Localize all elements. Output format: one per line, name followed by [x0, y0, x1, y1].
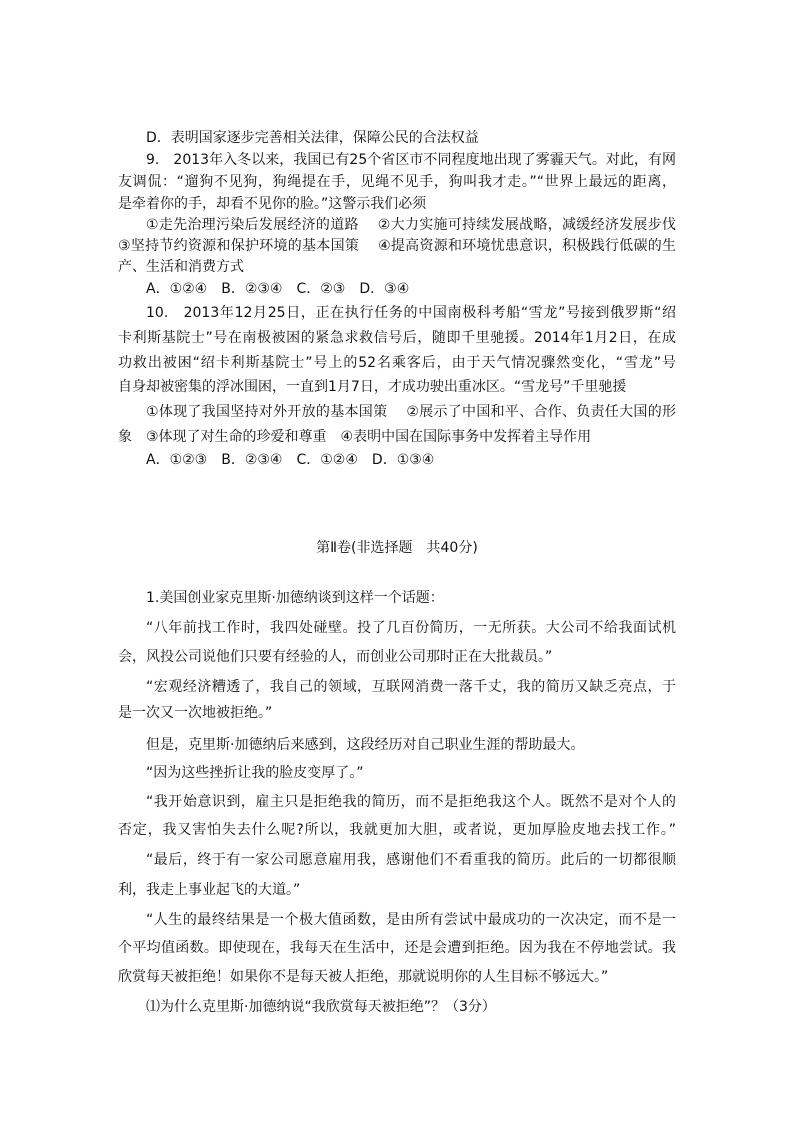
q9-stem-line: 是牵着你的手，却看不见你的脸。”这警示我们必须 — [118, 196, 427, 212]
q1-line: 欣赏每天被拒绝！如果你不是每天被人拒绝，那就说明你的人生目标不够远大。” — [118, 969, 609, 985]
section-title: 第Ⅱ卷(非选择题 共40分) — [316, 540, 478, 556]
q8-option-d: D．表明国家逐步完善相关法律，保障公民的合法权益 — [146, 130, 479, 146]
q10-stem-line: 功救出被困“绍卡利斯基院士”号上的52名乘客后，由于天气情况骤然变化，“雪龙”号 — [118, 355, 676, 371]
q9-statement: ①走先治理污染后发展经济的道路 ②大力实施可持续发展战略，减缓经济发展步伐 — [146, 217, 676, 233]
q1-line: 但是，克里斯·加德纳后来感到，这段经历对自己职业生涯的帮助最大。 — [146, 737, 585, 753]
q1-line: “因为这些挫折让我的脸皮变厚了。” — [146, 765, 364, 781]
q1-line: 会，风投公司说他们只要有经验的人，而创业公司那时正在大批裁员。” — [118, 649, 553, 665]
q9-stem-line: 友调侃：“遛狗不见狗，狗绳提在手，见绳不见手，狗叫我才走。”“世界上最远的距离， — [118, 174, 676, 190]
q1-line: 1.美国创业家克里斯·加德纳谈到这样一个话题： — [146, 590, 444, 606]
q10-statement: 象 ③体现了对生命的珍爱和尊重 ④表明中国在国际事务中发挥着主导作用 — [118, 429, 592, 445]
q9-stem-line: 9. 2013年入冬以来，我国已有25个省区市不同程度地出现了雾霾天气。对此，有网 — [146, 152, 676, 168]
q1-line: 个平均值函数。即使现在，我每天在生活中，还是会遭到拒绝。因为我在不停地尝试。我 — [118, 940, 676, 956]
q1-line: “宏观经济糟透了，我自己的领域，互联网消费一落千丈，我的简历又缺乏亮点，于 — [146, 679, 676, 695]
q1-line: 利，我走上事业起飞的大道。” — [118, 882, 301, 898]
q9-statement: 产、生活和消费方式 — [118, 259, 244, 275]
q9-choices: A．①②④ B．②③④ C．②③ D．③④ — [146, 281, 410, 297]
q1-line: “最后，终于有一家公司愿意雇用我，感谢他们不看重我的简历。此后的一切都很顺 — [146, 852, 676, 868]
q1-line: 否定，我又害怕失去什么呢?所以，我就更加大胆，或者说，更加厚脸皮地去找工作。” — [118, 822, 676, 838]
q1-line: “八年前找工作时，我四处碰壁。投了几百份简历，一无所获。大公司不给我面试机 — [146, 620, 676, 636]
q1-line: “我开始意识到，雇主只是拒绝我的简历，而不是拒绝我这个人。既然不是对个人的 — [146, 794, 676, 810]
q1-line: “人生的最终结果是一个极大值函数，是由所有尝试中最成功的一次决定，而不是一 — [146, 912, 676, 928]
q10-stem-line: 10. 2013年12月25日，正在执行任务的中国南极科考船“雪龙”号接到俄罗斯“绍 — [146, 305, 676, 321]
q1-line: 是一次又一次地被拒绝。” — [118, 705, 273, 721]
q10-choices: A．①②③ B．②③④ C．①②④ D．①③④ — [146, 452, 435, 468]
q9-statement: ③坚持节约资源和保护环境的基本国策 ④提高资源和环境忧患意识，积极践行低碳的生 — [118, 238, 676, 254]
q10-stem-line: 卡利斯基院士”号在南极被困的紧急求救信号后，随即千里驰援。2014年1月2日，在成 — [118, 330, 676, 346]
q10-stem-line: 自身却被密集的浮冰围困，一直到1月7日，才成功驶出重冰区。“雪龙号”千里驰援 — [118, 379, 627, 395]
q1-sub-question: ⑴为什么克里斯·加德纳说“我欣赏每天被拒绝”？（3分） — [146, 999, 496, 1015]
q10-statement: ①体现了我国坚持对外开放的基本国策 ②展示了中国和平、合作、负责任大国的形 — [146, 404, 676, 420]
